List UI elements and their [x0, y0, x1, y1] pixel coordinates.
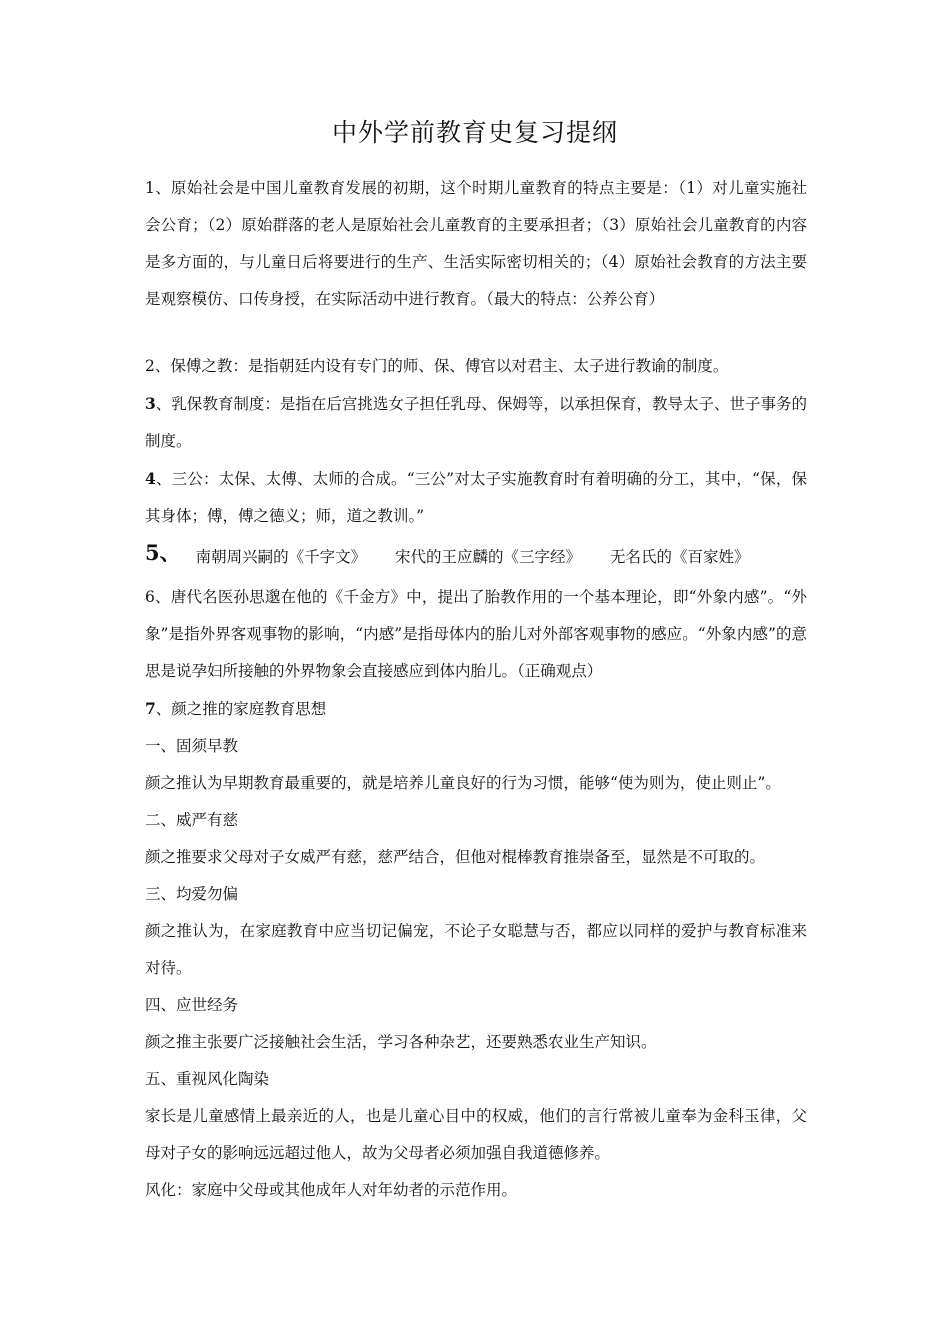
- paragraph-3-number: 3: [145, 394, 156, 413]
- document-body: [145, 170, 807, 1209]
- paragraph-1: 1、原始社会是中国儿童教育发展的初期，这个时期儿童教育的特点主要是：（1）对儿童实施社会公育；（2）原始群落的老人是原始社会儿童教育的主要承担者；（3）原始社会儿童教育的内容是多方面的，与儿童日后将要进行的生产、生活实际密切相关的；（4）原始社会教育的方法主要是观察模仿、口传身授，在实际活动中进行教育。（最大的特点：公养公育）: [145, 179, 807, 308]
- paragraph-5-item: 宋代的王应麟的《三字经》: [395, 548, 582, 566]
- section-1-body: 颜之推认为早期教育最重要的，就是培养儿童良好的行为习惯，能够“使为则为，使止则止”。: [145, 774, 781, 792]
- page-title: 中外学前教育史复习提纲: [331, 118, 618, 147]
- paragraph-7-text: 、颜之推的家庭教育思想: [155, 700, 327, 718]
- section-4-body: 颜之推主张要广泛接触社会生活，学习各种杂艺，还要熟悉农业生产知识。: [145, 1033, 657, 1051]
- section-3-heading: 三、均爱勿偏: [145, 885, 239, 903]
- paragraph-6: 6、唐代名医孙思邈在他的《千金方》中，提出了胎教作用的一个基本理论，即“外象内感”。“外象”是指外界客观事物的影响，“内感”是指母体内的胎儿对外部客观事物的感应。“外象内感”的意思是说孕妇所接触的外界物象会直接感应到体内胎儿。（正确观点）: [145, 588, 807, 680]
- paragraph-5-item: 南朝周兴嗣的《千字文》: [195, 548, 367, 566]
- paragraph-4-number: 4: [145, 469, 156, 488]
- section-5-note: 风化：家庭中父母或其他成年人对年幼者的示范作用。: [145, 1181, 518, 1199]
- section-2-body: 颜之推要求父母对子女威严有慈，慈严结合，但他对棍棒教育推崇备至，显然是不可取的。: [145, 848, 766, 866]
- paragraph-7-number: 7: [145, 699, 156, 718]
- paragraph-3: [145, 385, 807, 460]
- paragraph-5-item: 无名氏的《百家姓》: [609, 548, 750, 566]
- paragraph-gap: [145, 318, 807, 348]
- paragraph-5: [145, 535, 807, 579]
- section-5-body: 家长是儿童感情上最亲近的人，也是儿童心目中的权威，他们的言行常被儿童奉为金科玉律，父母对子女的影响远远超过他人，故为父母者必须加强自我道德修养。: [145, 1107, 807, 1162]
- paragraph-4-text: 、三公：太保、太傅、太师的合成。“三公”对太子实施教育时有着明确的分工，其中，“保，保其身体；傅，傅之德义；师，道之教训。”: [145, 470, 807, 525]
- section-1-heading: 一、固须早教: [145, 737, 239, 755]
- paragraph-2: 2、保傅之教：是指朝廷内设有专门的师、保、傅官以对君主、太子进行教谕的制度。: [145, 357, 729, 375]
- paragraph-7: [145, 690, 807, 728]
- paragraph-4: [145, 460, 807, 535]
- section-2-heading: 二、威严有慈: [145, 811, 239, 829]
- section-3-body: 颜之推认为，在家庭教育中应当切记偏宠，不论子女聪慧与否，都应以同样的爱护与教育标准来对待。: [145, 922, 807, 977]
- paragraph-5-number: 5、: [145, 540, 181, 565]
- paragraph-3-text: 、乳保教育制度：是指在后宫挑选女子担任乳母、保姆等，以承担保育，教导太子、世子事务的制度。: [145, 395, 807, 450]
- section-4-heading: 四、应世经务: [145, 996, 239, 1014]
- section-5-heading: 五、重视风化陶染: [145, 1070, 270, 1088]
